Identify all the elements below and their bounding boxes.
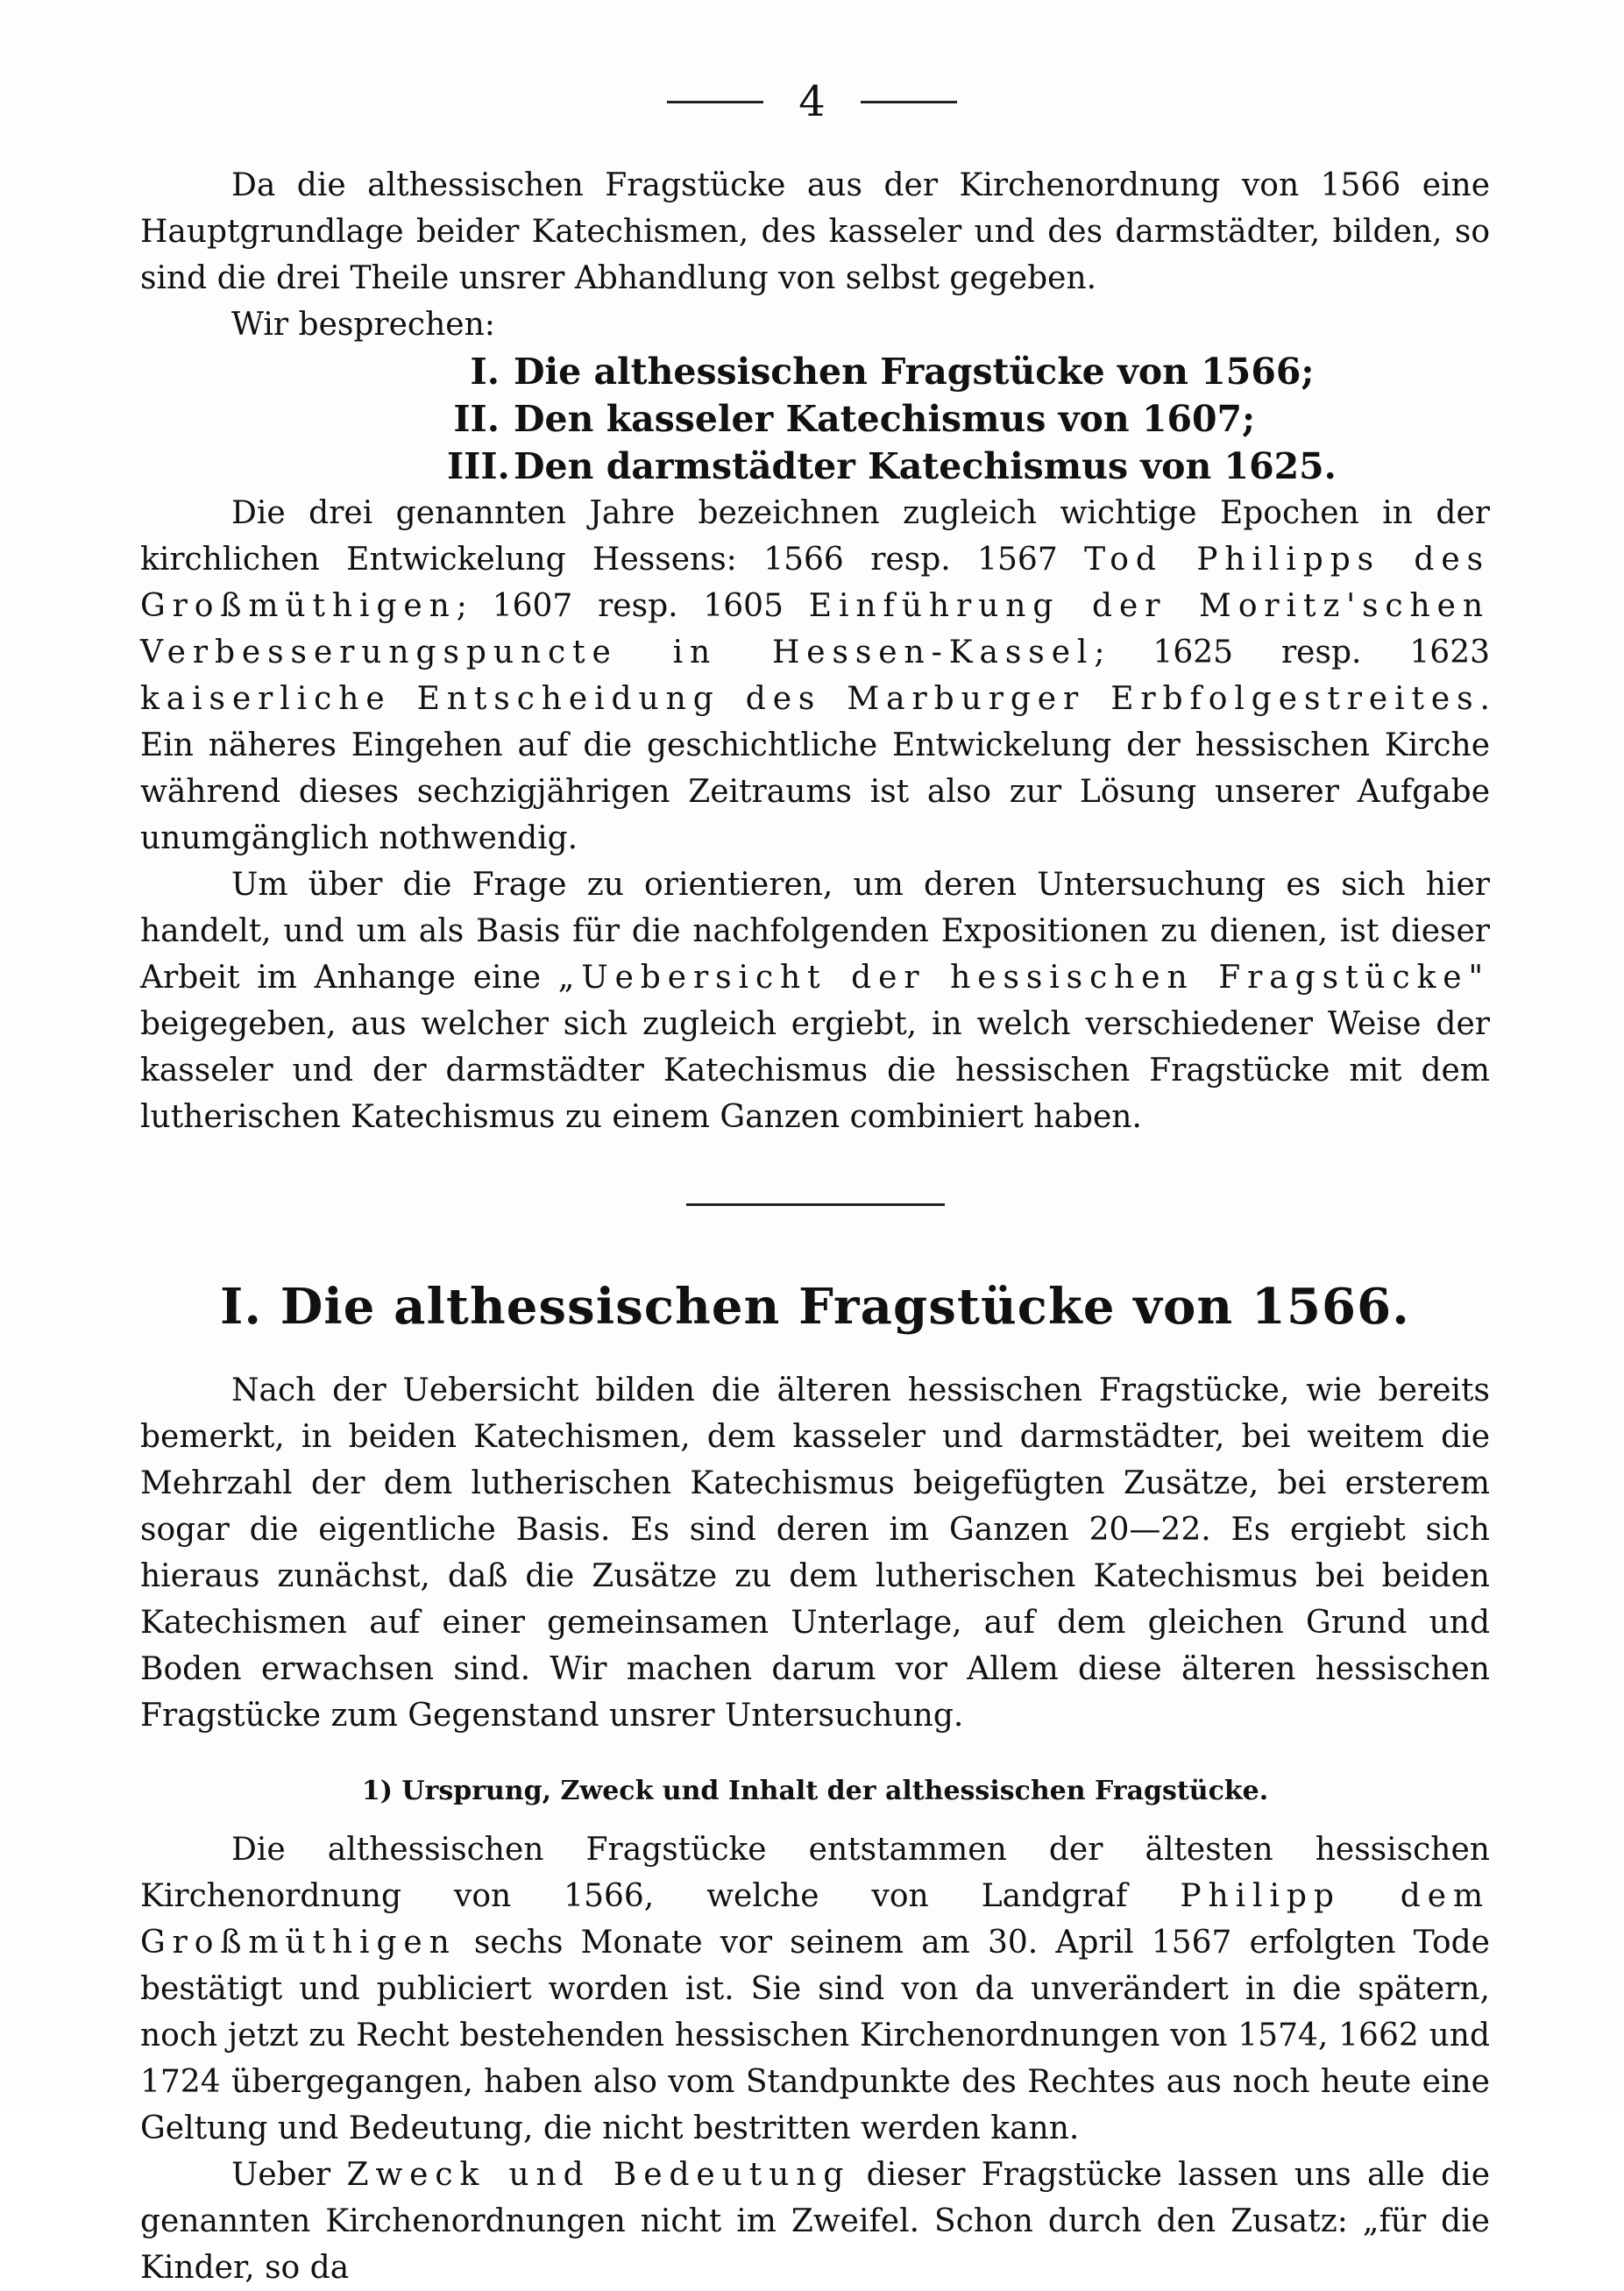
spaced-emphasis: „Uebersicht der hessischen Fragstücke" xyxy=(557,960,1491,996)
list-item-numeral: I. xyxy=(470,351,500,393)
text-run: Die althessischen Fragstücke entstammen der ältesten hessischen Kirchenordnung von 1566, welche von Landgraf xyxy=(140,1832,1490,1914)
section-divider xyxy=(686,1203,945,1206)
header-rule-right xyxy=(861,101,957,103)
section-paragraph-3 xyxy=(140,2152,1490,2291)
spaced-emphasis: Zweck und Bedeutung xyxy=(346,2157,851,2193)
list-item-numeral: III. xyxy=(447,445,510,487)
text-run: beigegeben, aus welcher sich zugleich ergiebt, in welch verschiedener Weise der kasseler und der darmstädter Katechismus die hessischen Fragstücke mit dem lutherischen Katechismus zu einem Ganzen combiniert haben. xyxy=(140,1006,1490,1135)
spaced-emphasis: Tod Philipps des Großmüthigen xyxy=(140,542,1490,624)
topic-list-item xyxy=(447,348,1490,395)
text-run: Die drei genannten Jahre bezeichnen zugleich wichtige Epochen in der kirchlichen Entwickelung Hessens: 1566 resp. 1567 xyxy=(140,495,1490,578)
list-item-text: Den kasseler Katechismus von 1607; xyxy=(514,398,1256,440)
intro-paragraph-1: Da die althessischen Fragstücke aus der Kirchenordnung von 1566 eine Hauptgrundlage beider Katechismen, des kasseler und des darmstädter, bilden, so sind die drei Theile unsrer Abhandlung von selbst gegeben. xyxy=(140,167,1490,296)
page-header xyxy=(0,77,1624,126)
subsection-title: 1) Ursprung, Zweck und Inhalt der althessischen Fragstücke. xyxy=(361,1776,1269,1806)
topic-list-item xyxy=(447,395,1490,443)
section-title: I. Die althessischen Fragstücke von 1566. xyxy=(220,1278,1410,1336)
spaced-emphasis: Einführung der Moritz'schen Verbesserungspuncte in Hessen-Kassel xyxy=(140,588,1490,670)
intro-paragraph-3 xyxy=(140,862,1490,1140)
section-paragraph-1: Nach der Uebersicht bilden die älteren hessischen Fragstücke, wie bereits bemerkt, in beiden Katechismen, dem kasseler und darmstädter, bei weitem die Mehrzahl der dem lutherischen Katechismus beigefügten Zusätze, bei ersterem sogar die eigentliche Basis. Es sind deren im Ganzen 20—22. Es ergiebt sich hieraus zunächst, daß die Zusätze zu dem lutherischen Katechismus bei beiden Katechismen auf einer gemeinsamen Unterlage, auf dem gleichen Grund und Boden erwachsen sind. Wir machen darum vor Allem diese älteren hessischen Fragstücke zum Gegenstand unsrer Untersuchung. xyxy=(140,1372,1490,1734)
text-run: Ueber xyxy=(231,2157,347,2193)
header-rule-left xyxy=(667,101,763,103)
text-run: ; 1625 resp. 1623 xyxy=(1094,635,1490,670)
intro-paragraph-2 xyxy=(140,490,1490,862)
section-paragraph-2 xyxy=(140,1826,1490,2152)
spaced-emphasis: kaiserliche Entscheidung des Marburger Erbfolgestreites xyxy=(140,681,1480,717)
intro-lead: Wir besprechen: xyxy=(231,307,495,343)
list-item-text: Die althessischen Fragstücke von 1566; xyxy=(514,351,1315,393)
page-number: 4 xyxy=(798,77,826,126)
text-run: Um über die Frage zu orientieren, um deren Untersuchung es sich hier handelt, und um als Basis für die nachfolgenden Expositionen zu dienen, ist dieser Arbeit im Anhange eine xyxy=(140,867,1490,996)
text-run: sechs Monate vor seinem am 30. April 1567 erfolgten Tode bestätigt und publiciert worden ist. Sie sind von da unverändert in die spätern, noch jetzt zu Recht bestehenden hessischen Kirchenordnungen von 1574, 1662 und 1724 übergegangen, haben also vom Standpunkte des Rechtes aus noch heute eine Geltung und Bedeutung, die nicht bestritten werden kann. xyxy=(140,1925,1490,2146)
text-run: dieser Fragstücke lassen uns alle die genannten Kirchenordnungen nicht im Zweifel. Schon durch den Zusatz: „für die Kinder, so da xyxy=(140,2157,1490,2286)
text-run: . Ein näheres Eingehen auf die geschichtliche Entwickelung der hessischen Kirche während dieses sechzigjährigen Zeitraums ist also zur Lösung unserer Aufgabe unumgänglich nothwendig. xyxy=(140,681,1490,856)
list-item-numeral: II. xyxy=(453,398,500,440)
spaced-emphasis: Philipp dem Großmüthigen xyxy=(140,1878,1491,1961)
list-item-text: Den darmstädter Katechismus von 1625. xyxy=(514,445,1337,487)
topic-list-item xyxy=(447,443,1490,490)
text-run: ; 1607 resp. 1605 xyxy=(456,588,809,624)
page-content xyxy=(140,162,1490,2291)
topic-list xyxy=(140,348,1490,490)
